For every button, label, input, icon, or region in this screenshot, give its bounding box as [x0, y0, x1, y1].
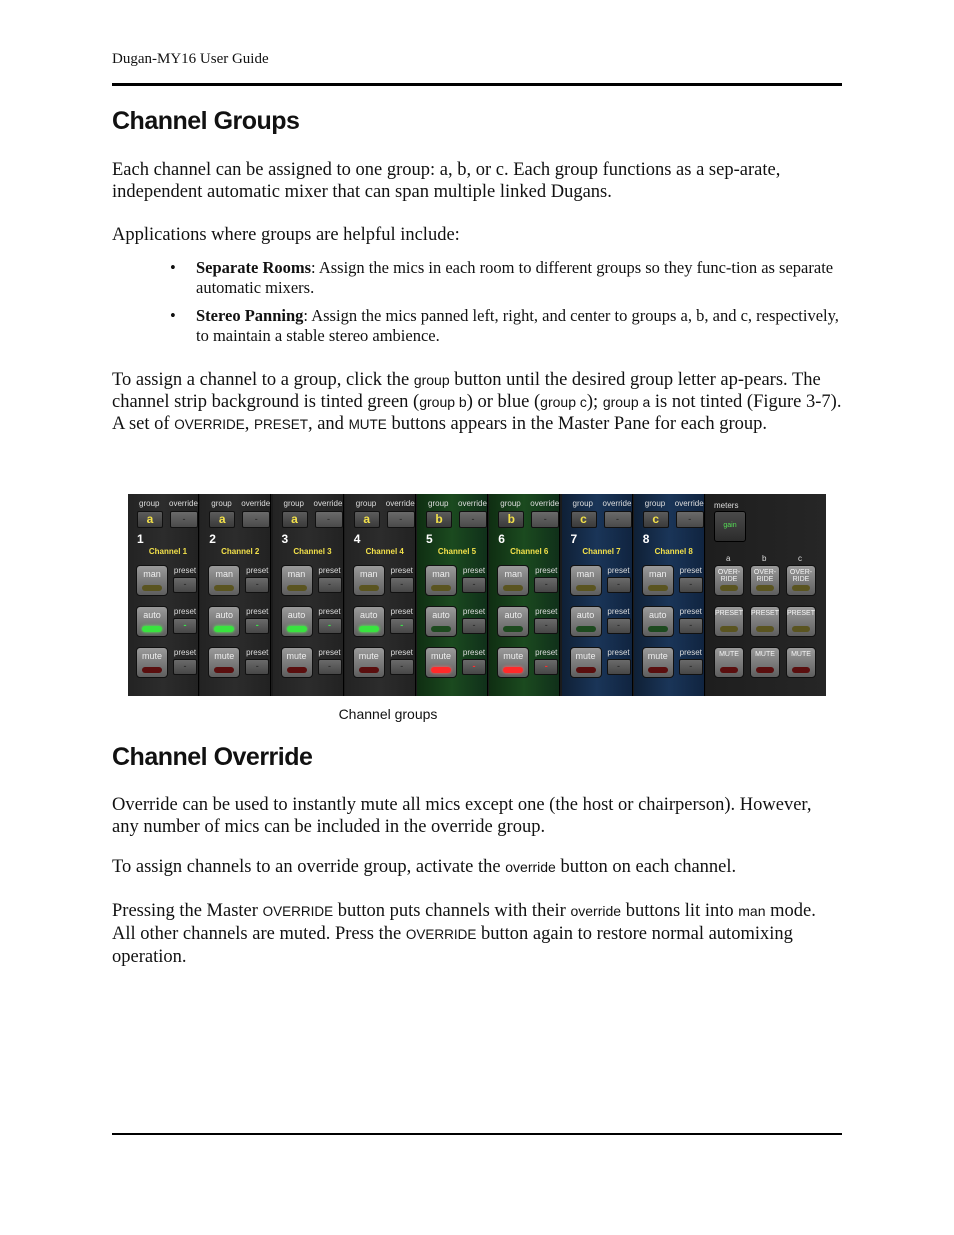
override-paragraph-2 — [112, 856, 842, 878]
button-label: man — [432, 569, 450, 579]
mute-button[interactable] — [570, 647, 602, 678]
preset-label: preset — [607, 566, 630, 575]
auto-button[interactable] — [136, 606, 168, 637]
preset-label: preset — [679, 607, 702, 616]
button-label: MUTE — [719, 651, 739, 658]
indicator-led — [503, 667, 523, 673]
indicator-led — [792, 667, 810, 673]
preset-control — [389, 607, 415, 636]
preset-button[interactable]: - — [245, 618, 269, 634]
ui-term: man — [738, 903, 766, 919]
preset-button[interactable]: - — [390, 659, 414, 675]
button-label: mute — [286, 651, 307, 661]
man-button[interactable] — [208, 565, 240, 596]
group-button[interactable]: a — [209, 511, 235, 528]
mute-button[interactable] — [136, 647, 168, 678]
preset-control — [606, 566, 632, 595]
text: button on each channel. — [555, 857, 737, 877]
master-group-label: a — [726, 554, 731, 563]
button-label: auto — [432, 610, 450, 620]
preset-control — [678, 607, 704, 636]
master-preset-button[interactable] — [786, 606, 816, 637]
text: buttons lit into — [621, 901, 739, 921]
button-label: mute — [647, 651, 668, 661]
preset-label: preset — [535, 607, 558, 616]
master-group-label: b — [762, 554, 767, 563]
auto-button[interactable] — [281, 606, 313, 637]
indicator-led — [576, 667, 596, 673]
text: button again to restore normal automixing operation. — [112, 924, 793, 967]
ui-term: OVERRIDE — [262, 904, 334, 919]
button-label: man — [504, 569, 522, 579]
preset-label: preset — [535, 566, 558, 575]
preset-control — [317, 566, 343, 595]
preset-label: preset — [462, 648, 486, 657]
indicator-led — [359, 585, 379, 591]
master-preset-button[interactable] — [750, 606, 780, 637]
text: button until the desired group letter ap-pears. The channel strip background is tinted green ( — [112, 370, 821, 412]
ui-term: override — [570, 903, 622, 919]
bullet-text: : Assign the mics panned left, right, and center to groups a, b, and c, respectively, to maintain a stable stereo ambience. — [196, 306, 839, 345]
ui-term: PRESET — [253, 417, 308, 432]
auto-button[interactable] — [425, 606, 457, 637]
indicator-led — [214, 585, 234, 591]
indicator-led — [287, 626, 307, 632]
preset-button[interactable]: - — [390, 577, 414, 593]
override-label: override — [602, 499, 632, 508]
auto-button[interactable] — [353, 606, 385, 637]
indicator-led — [359, 626, 379, 632]
indicator-led — [792, 626, 810, 632]
master-group-label: c — [798, 554, 802, 563]
override-label: override — [674, 499, 704, 508]
preset-control — [244, 648, 270, 677]
group-label: group — [572, 499, 593, 508]
mute-button[interactable] — [642, 647, 674, 678]
preset-button[interactable]: - — [318, 618, 342, 634]
mute-button[interactable] — [281, 647, 313, 678]
text: , and — [307, 414, 349, 434]
preset-control — [244, 607, 270, 636]
channel-number: 3 — [281, 532, 289, 546]
gain-button[interactable]: gain — [714, 511, 746, 542]
text: To assign a channel to a group, click the — [112, 370, 414, 390]
ui-term: group b — [419, 394, 467, 410]
override-paragraph-1: Override can be used to instantly mute all mics except one (the host or chairperson). However, any number of mics can be included in the override group. — [112, 795, 812, 837]
master-override-button[interactable] — [750, 565, 780, 596]
indicator-led — [142, 626, 162, 632]
ui-term: group a — [602, 394, 651, 410]
running-header: Dugan-MY16 User Guide — [112, 51, 269, 67]
channel-number: 5 — [426, 532, 433, 546]
preset-button[interactable]: - — [679, 659, 703, 675]
channel-strip — [562, 494, 633, 696]
group-label: group — [644, 499, 666, 508]
button-label: auto — [504, 610, 523, 620]
preset-button[interactable]: - — [245, 659, 269, 675]
button-label: man — [576, 569, 595, 579]
master-override-button[interactable] — [714, 565, 744, 596]
footer-rule — [112, 1133, 842, 1135]
override-button[interactable]: - — [531, 511, 559, 528]
text: buttons appears in the Master Pane for each group. — [386, 414, 767, 434]
channel-name: Channel 3 — [293, 547, 332, 556]
list-item — [168, 258, 842, 298]
button-label: OVER-RIDE — [717, 569, 741, 583]
preset-label: preset — [173, 566, 197, 575]
mute-button[interactable] — [425, 647, 457, 678]
groups-paragraph-1: Each channel can be assigned to one group: a, b, or c. Each group functions as a sep-arate, independent automatic mixer that can span multiple linked Dugans. — [112, 160, 781, 202]
button-label: PRESET — [715, 610, 744, 617]
preset-button[interactable]: - — [607, 577, 631, 593]
preset-control — [172, 607, 198, 636]
preset-control — [678, 566, 704, 595]
preset-button[interactable]: - — [173, 659, 197, 675]
preset-label: preset — [462, 566, 486, 575]
preset-button[interactable]: - — [679, 577, 703, 593]
master-mute-button[interactable] — [750, 647, 780, 678]
channel-number: 7 — [570, 532, 578, 546]
preset-control — [461, 566, 487, 595]
channel-name: Channel 7 — [582, 547, 621, 556]
preset-button[interactable]: - — [534, 577, 558, 593]
master-preset-button[interactable] — [714, 606, 744, 637]
preset-control — [317, 648, 343, 677]
preset-control — [461, 648, 487, 677]
indicator-led — [287, 585, 307, 591]
channel-strip — [417, 494, 488, 696]
override-button[interactable]: - — [315, 511, 343, 528]
indicator-led — [431, 667, 451, 673]
indicator-led — [756, 667, 774, 673]
channel-name: Channel 1 — [148, 547, 188, 556]
preset-control — [533, 607, 559, 636]
override-label: override — [169, 499, 198, 508]
indicator-led — [720, 626, 738, 632]
button-label: auto — [143, 610, 161, 620]
man-button[interactable] — [136, 565, 168, 596]
preset-label: preset — [318, 648, 341, 657]
preset-button[interactable]: - — [318, 577, 342, 593]
ui-term: override — [505, 859, 556, 875]
indicator-led — [648, 626, 668, 632]
bullet-text: : Assign the mics in each room to different groups so they func-tion as separate automatic mixers. — [196, 258, 834, 297]
preset-button[interactable]: - — [462, 659, 486, 675]
indicator-led — [287, 667, 307, 673]
text: ) or blue ( — [466, 392, 541, 412]
indicator-led — [503, 585, 523, 591]
man-button[interactable] — [642, 565, 674, 596]
override-label: override — [385, 499, 415, 508]
override-label: override — [313, 499, 343, 508]
channel-number: 8 — [642, 532, 650, 546]
group-label: group — [355, 499, 377, 508]
button-label: PRESET — [751, 610, 780, 617]
list-item — [168, 306, 842, 346]
auto-button[interactable] — [497, 606, 529, 637]
ui-term: OVERRIDE — [405, 927, 477, 942]
auto-button[interactable] — [570, 606, 602, 637]
button-label: man — [287, 569, 306, 579]
text: button puts channels with their — [333, 901, 571, 921]
channel-name: Channel 4 — [365, 547, 404, 556]
group-button[interactable]: c — [643, 511, 669, 528]
channel-strip — [128, 494, 199, 696]
preset-control — [244, 566, 270, 595]
group-label: group — [283, 499, 304, 508]
preset-control — [317, 607, 343, 636]
button-label: man — [143, 569, 161, 579]
section-title-channel-override: Channel Override — [112, 743, 313, 771]
indicator-led — [756, 626, 774, 632]
ui-term: MUTE — [348, 417, 387, 432]
group-button[interactable]: b — [426, 511, 452, 528]
channel-strip — [489, 494, 560, 696]
button-label: auto — [359, 610, 378, 620]
button-label: OVER-RIDE — [789, 569, 813, 583]
indicator-led — [648, 585, 668, 591]
preset-control — [533, 648, 559, 677]
button-label: auto — [215, 610, 234, 620]
header-rule — [112, 83, 842, 86]
override-button[interactable]: - — [170, 511, 198, 528]
bullet-term: Stereo Panning — [196, 306, 304, 325]
button-label: mute — [358, 651, 379, 661]
button-label: mute — [575, 651, 596, 661]
preset-label: preset — [390, 607, 413, 616]
text: To assign channels to an override group, activate the — [112, 857, 506, 877]
channel-strip — [273, 494, 344, 696]
preset-label: preset — [679, 648, 702, 657]
group-button[interactable]: a — [137, 511, 163, 528]
group-button[interactable]: b — [498, 511, 524, 528]
mute-button[interactable] — [208, 647, 240, 678]
preset-button[interactable]: - — [245, 577, 269, 593]
preset-control — [533, 566, 559, 595]
preset-label: preset — [318, 566, 341, 575]
button-label: mute — [141, 651, 162, 661]
preset-button[interactable]: - — [462, 618, 486, 634]
meters-label: meters — [714, 501, 739, 510]
channel-strip — [200, 494, 271, 696]
channel-number: 4 — [353, 532, 361, 546]
channel-name: Channel 6 — [510, 547, 549, 556]
preset-label: preset — [462, 607, 486, 616]
channel-name: Channel 5 — [437, 547, 477, 556]
preset-label: preset — [390, 566, 413, 575]
preset-label: preset — [246, 607, 269, 616]
indicator-led — [720, 585, 738, 591]
group-label: group — [428, 499, 449, 508]
button-label: auto — [287, 610, 306, 620]
master-pane — [706, 494, 826, 696]
channel-number: 6 — [498, 532, 505, 546]
preset-control — [606, 607, 632, 636]
preset-label: preset — [246, 566, 269, 575]
channel-name: Channel 2 — [221, 547, 260, 556]
group-label: group — [500, 499, 521, 508]
indicator-led — [142, 667, 162, 673]
master-mute-button[interactable] — [714, 647, 744, 678]
man-button[interactable] — [497, 565, 529, 596]
preset-button[interactable]: - — [318, 659, 342, 675]
channel-groups-figure — [128, 494, 826, 696]
preset-label: preset — [679, 566, 702, 575]
button-label: man — [215, 569, 233, 579]
override-paragraph-3 — [112, 900, 842, 968]
channel-number: 2 — [209, 532, 216, 546]
button-label: man — [648, 569, 667, 579]
channel-number: 1 — [137, 532, 144, 546]
preset-button[interactable]: - — [534, 659, 558, 675]
preset-control — [172, 648, 198, 677]
indicator-led — [214, 626, 234, 632]
button-label: auto — [648, 610, 667, 620]
ui-term: group — [413, 372, 450, 388]
indicator-led — [359, 667, 379, 673]
group-button[interactable]: a — [282, 511, 308, 528]
groups-paragraph-3 — [112, 369, 842, 436]
preset-label: preset — [173, 648, 197, 657]
channel-strip — [634, 494, 705, 696]
channel-strip — [345, 494, 416, 696]
text: ); — [586, 392, 603, 412]
button-label: mute — [430, 651, 451, 661]
preset-control — [172, 566, 198, 595]
preset-button[interactable]: - — [679, 618, 703, 634]
group-label: group — [211, 499, 232, 508]
indicator-led — [576, 585, 596, 591]
preset-control — [389, 648, 415, 677]
indicator-led — [142, 585, 162, 591]
override-button[interactable]: - — [604, 511, 632, 528]
man-button[interactable] — [353, 565, 385, 596]
button-label: auto — [576, 610, 595, 620]
preset-button[interactable]: - — [462, 577, 486, 593]
preset-control — [606, 648, 632, 677]
preset-label: preset — [535, 648, 558, 657]
man-button[interactable] — [425, 565, 457, 596]
button-label: mute — [503, 651, 524, 661]
preset-label: preset — [607, 648, 630, 657]
preset-label: preset — [318, 607, 341, 616]
auto-button[interactable] — [642, 606, 674, 637]
auto-button[interactable] — [208, 606, 240, 637]
section-title-channel-groups: Channel Groups — [112, 107, 300, 135]
override-button[interactable]: - — [459, 511, 487, 528]
preset-control — [389, 566, 415, 595]
preset-label: preset — [246, 648, 269, 657]
indicator-led — [756, 585, 774, 591]
preset-control — [461, 607, 487, 636]
ui-term: OVERRIDE — [174, 417, 245, 432]
channel-name: Channel 8 — [654, 547, 693, 556]
preset-button[interactable]: - — [173, 618, 197, 634]
override-label: override — [241, 499, 271, 508]
text: mode. All other channels are muted. Press the — [112, 901, 816, 944]
applications-list — [168, 258, 842, 354]
button-label: OVER-RIDE — [753, 569, 777, 583]
indicator-led — [648, 667, 668, 673]
indicator-led — [792, 585, 810, 591]
groups-paragraph-2: Applications where groups are helpful include: — [112, 225, 460, 245]
preset-button[interactable]: - — [390, 618, 414, 634]
text: , — [244, 414, 254, 434]
indicator-led — [576, 626, 596, 632]
group-button[interactable]: c — [571, 511, 597, 528]
override-button[interactable]: - — [387, 511, 415, 528]
figure-caption — [128, 706, 904, 722]
override-label: override — [458, 499, 487, 508]
button-label: man — [359, 569, 378, 579]
preset-control — [678, 648, 704, 677]
indicator-led — [720, 667, 738, 673]
master-mute-button[interactable] — [786, 647, 816, 678]
text: Pressing the Master — [112, 901, 263, 921]
mute-button[interactable] — [353, 647, 385, 678]
group-label: group — [139, 499, 160, 508]
ui-term: group c — [540, 394, 587, 410]
button-label: MUTE — [791, 651, 811, 658]
indicator-led — [214, 667, 234, 673]
override-button[interactable]: - — [676, 511, 704, 528]
mute-button[interactable] — [497, 647, 529, 678]
preset-button[interactable]: - — [173, 577, 197, 593]
button-label: PRESET — [787, 610, 816, 617]
man-button[interactable] — [281, 565, 313, 596]
override-button[interactable]: - — [242, 511, 270, 528]
text: is not tinted (Figure 3-7). A set of — [112, 392, 842, 434]
preset-button[interactable]: - — [607, 618, 631, 634]
group-button[interactable]: a — [354, 511, 380, 528]
indicator-led — [431, 585, 451, 591]
preset-button[interactable]: - — [607, 659, 631, 675]
button-label: mute — [214, 651, 235, 661]
preset-label: preset — [390, 648, 413, 657]
indicator-led — [431, 626, 451, 632]
preset-label: preset — [607, 607, 630, 616]
man-button[interactable] — [570, 565, 602, 596]
bullet-term: Separate Rooms — [196, 258, 312, 277]
override-label: override — [530, 499, 560, 508]
button-label: MUTE — [755, 651, 775, 658]
preset-button[interactable]: - — [534, 618, 558, 634]
master-override-button[interactable] — [786, 565, 816, 596]
caption-text: Channel groups — [338, 706, 438, 722]
indicator-led — [503, 626, 523, 632]
preset-label: preset — [173, 607, 197, 616]
